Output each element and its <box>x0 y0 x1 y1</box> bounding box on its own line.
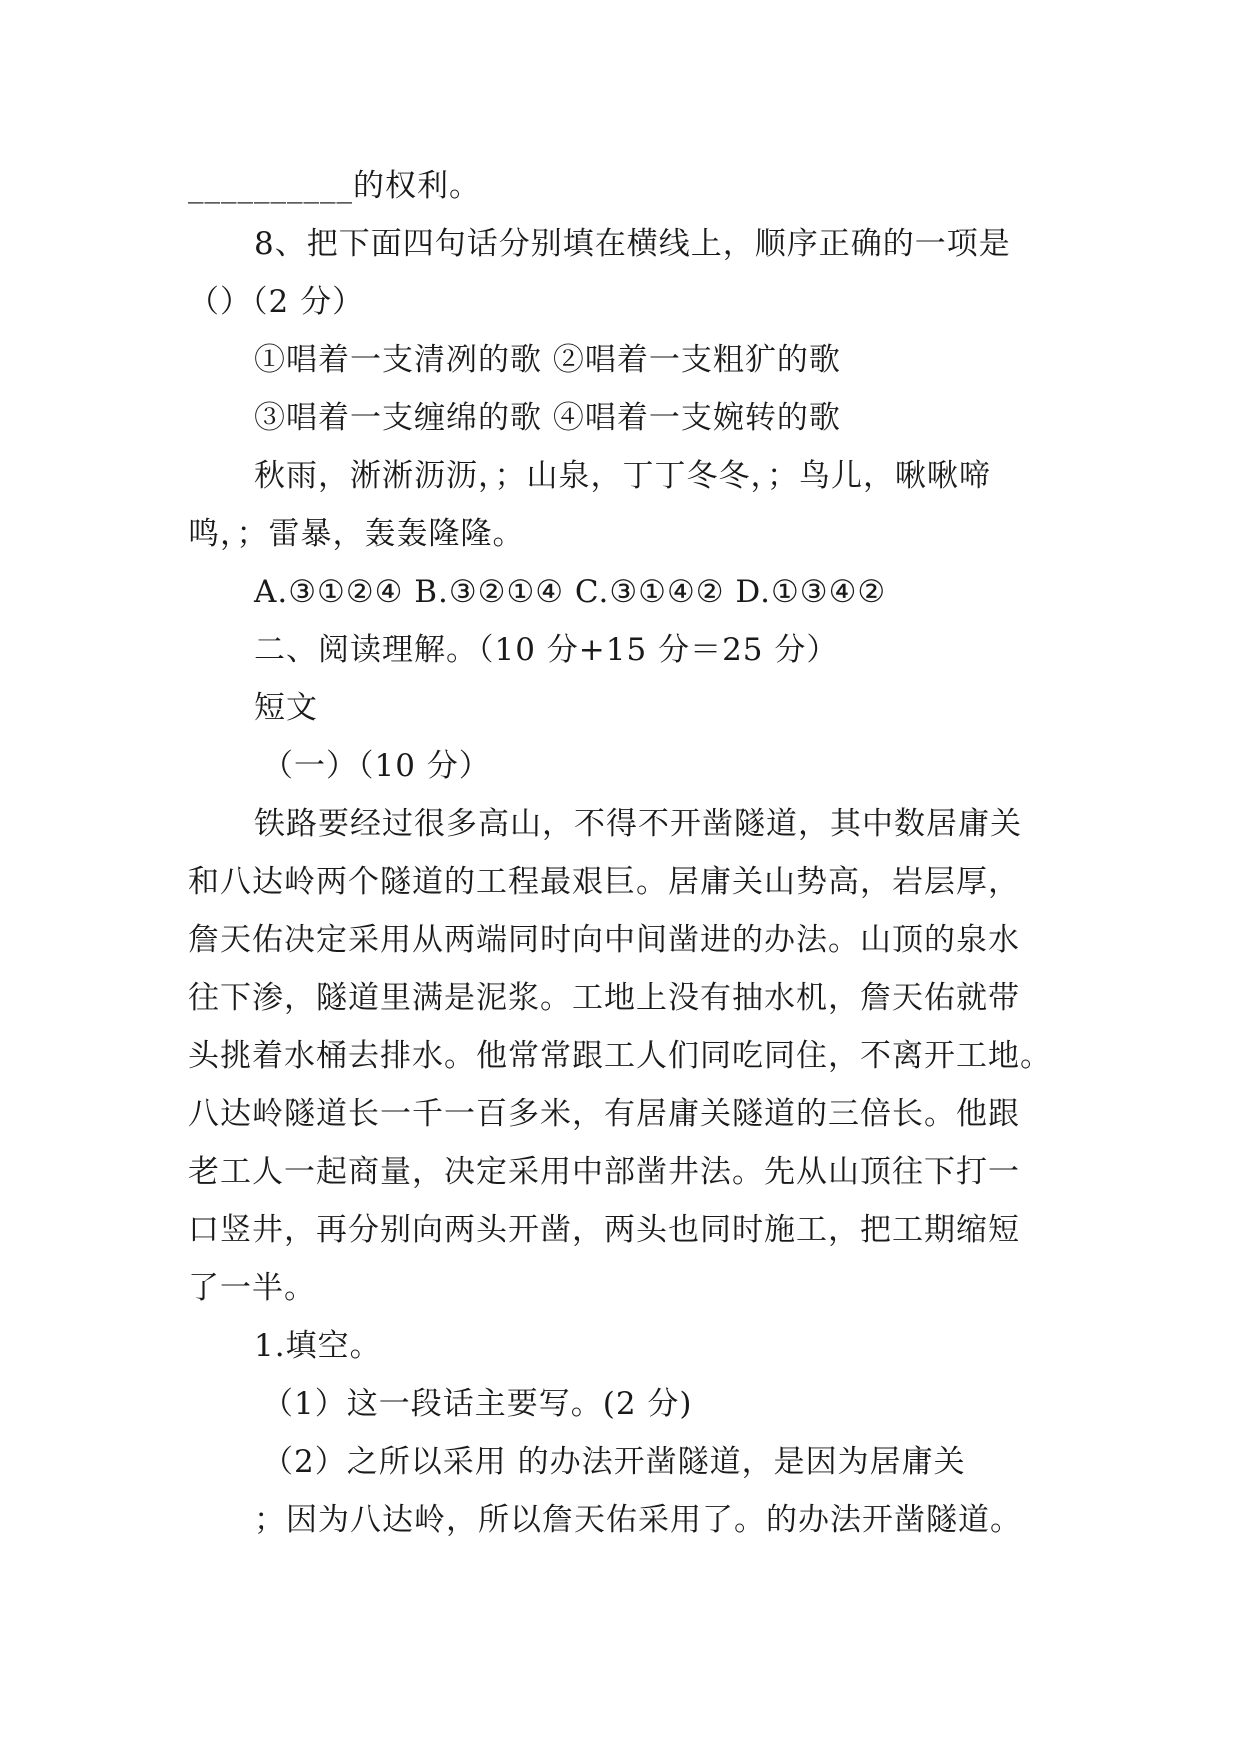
fill-blank-item-2: （2）之所以采用 的办法开凿隧道，是因为居庸关 <box>262 1444 966 1480</box>
question-8-score: （）（2 分） <box>188 284 365 320</box>
passage-line-1: 铁路要经过很多高山，不得不开凿隧道，其中数居庸关 <box>254 806 1022 842</box>
part-one-heading: （一）（10 分） <box>262 748 491 784</box>
passage-line-4: 往下渗，隧道里满是泥浆。工地上没有抽水机，詹天佑就带 <box>188 980 1020 1016</box>
passage-fill-line-1: 秋雨，淅淅沥沥，；山泉，丁丁冬冬，；鸟儿，啾啾啼 <box>254 458 991 494</box>
fill-blank-heading: 1.填空。 <box>254 1328 382 1364</box>
passage-line-2: 和八达岭两个隧道的工程最艰巨。居庸关山势高，岩层厚， <box>188 864 1020 900</box>
passage-line-5: 头挑着水桶去排水。他常常跟工人们同吃同住，不离开工地。 <box>188 1038 1052 1074</box>
question-8-text: 8、把下面四句话分别填在横线上，顺序正确的一项是 <box>254 226 1011 262</box>
option-line-2: ③唱着一支缠绵的歌 ④唱着一支婉转的歌 <box>254 400 841 436</box>
short-text-label: 短文 <box>254 690 318 726</box>
passage-line-9: 了一半。 <box>188 1270 316 1306</box>
passage-fill-line-2: 鸣，；雷暴，轰轰隆隆。 <box>188 516 525 552</box>
passage-line-7: 老工人一起商量，决定采用中部凿井法。先从山顶往下打一 <box>188 1154 1020 1190</box>
passage-line-8: 口竖井，再分别向两头开凿，两头也同时施工，把工期缩短 <box>188 1212 1020 1248</box>
passage-line-6: 八达岭隧道长一千一百多米，有居庸关隧道的三倍长。他跟 <box>188 1096 1020 1132</box>
fill-blank-item-2-cont: ；因为八达岭，所以詹天佑采用了。的办法开凿隧道。 <box>254 1502 1022 1538</box>
answer-choices: A.③①②④ B.③②①④ C.③①④② D.①③④② <box>254 574 887 610</box>
blank-line-rights: __________的权利。 <box>188 168 481 204</box>
fill-blank-item-1: （1）这一段话主要写。(2 分) <box>262 1386 693 1422</box>
section-heading-reading: 二、阅读理解。（10 分+15 分＝25 分） <box>254 632 839 668</box>
passage-line-3: 詹天佑决定采用从两端同时向中间凿进的办法。山顶的泉水 <box>188 922 1020 958</box>
option-line-1: ①唱着一支清冽的歌 ②唱着一支粗犷的歌 <box>254 342 841 378</box>
